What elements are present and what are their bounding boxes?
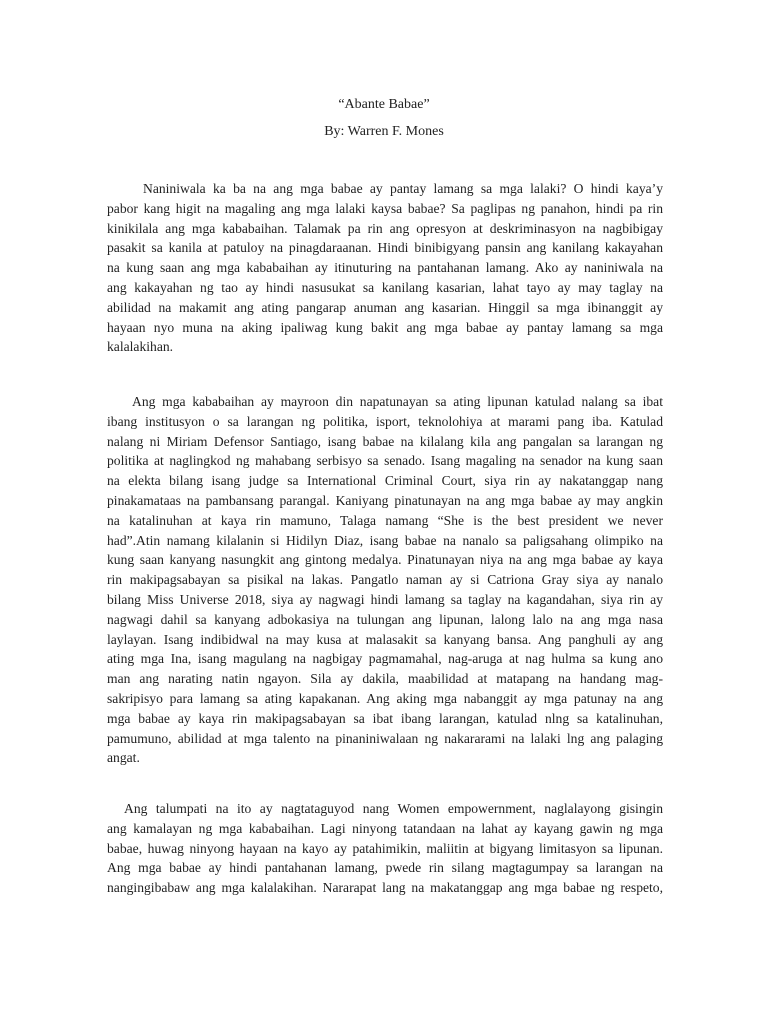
text-line: na katalinuhan at kaya rin mamuno, Talaga namang “She is the best president we never [107, 512, 663, 528]
text-line: had”.Atin namang kilalanin si Hidilyn Diaz, isang babae na nanalo sa paligsahang olimpiko na [107, 532, 663, 548]
paragraph-1 [107, 179, 663, 357]
text-line: politika at naglingkod ng mahabang serbisyo sa senado. Isang magaling na senador na kung saan [107, 453, 663, 469]
text-line: sakripisyo para lamang sa ating kapakanan. Ang aking mga nabanggit ay mga patunay na ang [107, 690, 663, 706]
text-line: kalalakihan. [107, 339, 174, 355]
text-line: rin makipagsabayan sa pisikal na lakas. Pangatlo naman ay si Catriona Gray siya ay nanalo [107, 572, 663, 588]
text-line: pinakamataas na pambansang parangal. Kaniyang pinatunayan na ang mga babae ay may angkin [107, 492, 663, 508]
text-line: ang kakayahan ng tao ay hindi nasusukat sa kanilang kasarian, lahat tayo ay may taglay na [107, 279, 663, 295]
text-line: Ang mga babae ay hindi pantahanan lamang, pwede rin silang magtagumpay sa larangan na [107, 860, 663, 876]
text-line: laylayan. Isang indibidwal na may kusa at malasakit sa kanyang bansa. Ang panghuli ay ang [107, 631, 663, 647]
text-line: pamumuno, abilidad at mga talento na pinaniniwalaan ng nakararami na lalaki lng ang palaging [107, 730, 663, 746]
text-line: Ang mga kababaihan ay mayroon din napatunayan sa ating lipunan katulad nalang sa ibat [132, 394, 663, 409]
text-line: Ang talumpati na ito ay nagtataguyod nang Women empowernment, naglalayong gisingin [124, 801, 663, 816]
text-line: ating mga Ina, isang magulang na nagbigay pagmamahal, nag-aruga at nag hulma sa kung ano [107, 651, 663, 667]
paragraph-3 [107, 799, 663, 898]
text-line: pabor kang higit na magaling ang mga lalaki kaysa babae? Sa paglipas ng panahon, hindi pa rin [107, 200, 663, 216]
text-line: nangingibabaw ang mga kalalakihan. Nararapat lang na makatanggap ang mga babae ng respeto, [107, 880, 663, 896]
paragraph-2 [107, 392, 663, 768]
document-byline: By: Warren F. Mones [324, 124, 444, 139]
text-line: nagwagi dahil sa kanyang adbokasiya na tulungan ang lipunan, lalong lalo na ang mga nasa [107, 611, 663, 627]
text-line: angat. [107, 750, 140, 766]
text-line: ibang institusyon o sa larangan ng politika, isport, teknolohiya at marami pang iba. Katulad [107, 413, 663, 429]
text-line: hayaan nyo muna na aking ipaliwag kung bakit ang mga babae ay pantay lamang sa mga [107, 319, 663, 335]
text-line: bilang Miss Universe 2018, siya ay nagwagi hindi lamang sa taglay na kagandahan, siya rin ay [107, 591, 663, 607]
text-line: na elekta bilang isang judge sa International Criminal Court, siya rin ay nakatanggap nang [107, 473, 663, 489]
text-line: abilidad na makamit ang ating pangarap anuman ang kasarian. Hinggil sa mga ibinanggit ay [107, 299, 663, 315]
text-line: na kung saan ang mga kababaihan ay itinuturing na pantahanan lamang. Ako ay naniniwala na [107, 260, 663, 276]
document-title: “Abante Babae” [338, 97, 430, 112]
text-line: kinikilala ang mga kababaihan. Talamak pa rin ang opresyon at deskriminasyon na nagbibigay [107, 220, 663, 236]
text-line: kung saan kanyang nasungkit ang gintong medalya. Pinatunayan niya na ang mga babae ay kaya [107, 552, 663, 568]
text-line: man ang narating natin ngayon. Sila ay dakila, maabilidad at matapang na handang mag- [107, 671, 663, 687]
text-line: Naniniwala ka ba na ang mga babae ay pantay lamang sa mga lalaki? O hindi kaya’y [143, 181, 663, 196]
text-line: ang kamalayan ng mga kababaihan. Lagi ninyong tatandaan na lahat ay kayang gawin ng mga [107, 820, 663, 836]
text-line: nalang ni Miriam Defensor Santiago, isang babae na kilalang kila ang pangalan sa larangan ng [107, 433, 663, 449]
text-line: babae, huwag ninyong hayaan na kayo ay patahimikin, maliitin at bigyang limitasyon sa lipunan. [107, 840, 663, 856]
text-line: mga babae ay kaya rin makipagsabayan sa ibat ibang larangan, katulad nlng sa katalinuhan, [107, 710, 663, 726]
text-line: pasakit sa kanila at patuloy na pinagdaraanan. Hindi binibigyang pansin ang kanilang kakayahan [107, 240, 663, 256]
